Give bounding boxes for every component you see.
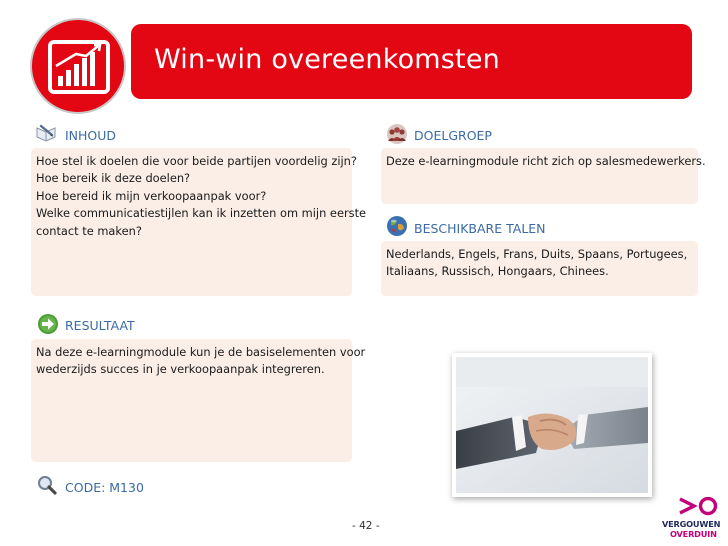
section-label-talen: BESCHIKBARE TALEN bbox=[414, 221, 546, 236]
talen-text bbox=[386, 246, 687, 281]
group-icon bbox=[386, 123, 408, 145]
inhoud-line: Welke communicatiestijlen kan ik inzetten om mijn eerste bbox=[36, 206, 367, 221]
talen-line: Nederlands, Engels, Frans, Duits, Spaans, Portugees, bbox=[386, 247, 688, 261]
inhoud-line: contact te maken? bbox=[36, 223, 142, 238]
page-number: - 42 - bbox=[352, 520, 380, 532]
resultaat-line: Na deze e-learningmodule kun je de basiselementen voor bbox=[36, 345, 366, 359]
handshake-photo bbox=[452, 353, 652, 497]
inhoud-text bbox=[36, 153, 366, 240]
section-label-inhoud: INHOUD bbox=[65, 128, 117, 143]
page-title: Win-win overeenkomsten bbox=[154, 44, 500, 75]
talen-line: Italiaans, Russisch, Hongaars, Chinees. bbox=[386, 264, 609, 279]
brand-logo bbox=[660, 497, 726, 543]
book-pencil-icon bbox=[35, 123, 57, 145]
doelgroep-text: Deze e-learningmodule richt zich op salesmedewerkers. bbox=[386, 154, 706, 168]
inhoud-line: Hoe stel ik doelen die voor beide partijen voordelig zijn? bbox=[36, 154, 357, 168]
brand-line-1: VERGOUWEN bbox=[662, 519, 721, 529]
code-label: CODE: M130 bbox=[65, 480, 144, 495]
arrow-right-icon bbox=[37, 313, 59, 335]
resultaat-text bbox=[36, 344, 365, 379]
inhoud-line: Hoe bereik ik deze doelen? bbox=[36, 171, 191, 186]
growth-chart-icon bbox=[30, 18, 126, 114]
inhoud-line: Hoe bereid ik mijn verkoopaanpak voor? bbox=[36, 188, 267, 203]
globe-icon bbox=[386, 215, 408, 237]
brand-line-2: OVERDUIN bbox=[670, 529, 717, 539]
section-label-doelgroep: DOELGROEP bbox=[414, 128, 492, 143]
resultaat-line: wederzijds succes in je verkoopaanpak integreren. bbox=[36, 362, 325, 377]
magnifier-icon bbox=[36, 474, 58, 496]
section-label-resultaat: RESULTAAT bbox=[65, 318, 135, 333]
